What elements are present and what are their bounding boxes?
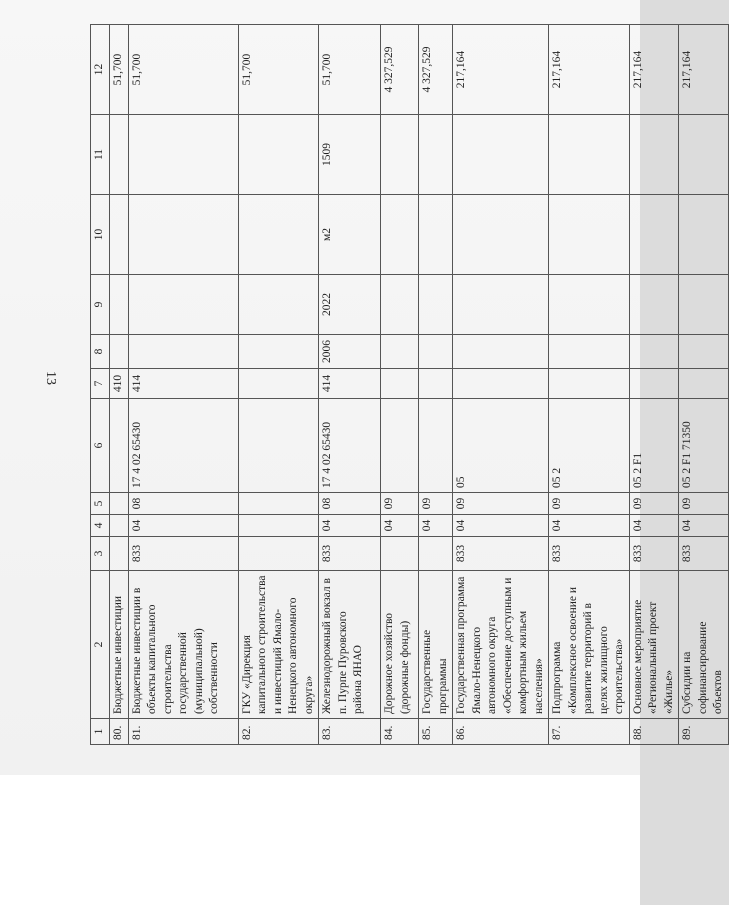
cell-c9 xyxy=(381,275,419,335)
row-name: Государственные программы xyxy=(419,571,453,719)
cell-c4 xyxy=(238,515,319,537)
table-row xyxy=(381,25,419,745)
row-name: Основное мероприятие «Региональный проект «Жилье» xyxy=(629,571,679,719)
cell-c12: 4 327,529 xyxy=(381,25,419,115)
cell-c10 xyxy=(110,195,129,275)
table-row xyxy=(419,25,453,745)
cell-c10 xyxy=(128,195,238,275)
row-name: ГКУ «Дирекция капитального строительства и инвестиций Ямало-Ненецкого автономного округа» xyxy=(238,571,319,719)
header-cell: 4 xyxy=(91,515,110,537)
table-row xyxy=(629,25,679,745)
header-cell: 12 xyxy=(91,25,110,115)
cell-c4: 04 xyxy=(679,515,729,537)
row-name: Железнодорожный вокзал в п. Пурпе Пуровского района ЯНАО xyxy=(319,571,381,719)
row-number: 80. xyxy=(110,719,129,745)
row-number: 84. xyxy=(381,719,419,745)
cell-c10 xyxy=(419,195,453,275)
cell-c4: 04 xyxy=(128,515,238,537)
cell-c7 xyxy=(453,369,549,399)
cell-c10 xyxy=(238,195,319,275)
cell-c11 xyxy=(419,115,453,195)
cell-c7 xyxy=(238,369,319,399)
cell-c9 xyxy=(549,275,630,335)
cell-c5: 09 xyxy=(549,493,630,515)
page-number: 13 xyxy=(43,371,58,385)
cell-c10 xyxy=(629,195,679,275)
cell-c6: 05 2 F1 71350 xyxy=(679,399,729,493)
cell-c9 xyxy=(679,275,729,335)
cell-c9 xyxy=(128,275,238,335)
cell-c5: 09 xyxy=(381,493,419,515)
cell-c7 xyxy=(549,369,630,399)
cell-c3 xyxy=(419,537,453,571)
cell-c12: 51,700 xyxy=(238,25,319,115)
cell-c5: 09 xyxy=(419,493,453,515)
cell-c9 xyxy=(238,275,319,335)
cell-c3 xyxy=(238,537,319,571)
cell-c7 xyxy=(419,369,453,399)
cell-c6: 17 4 02 65430 xyxy=(319,399,381,493)
cell-c12: 4 327,529 xyxy=(419,25,453,115)
cell-c6 xyxy=(110,399,129,493)
cell-c5: 09 xyxy=(453,493,549,515)
cell-c5: 09 xyxy=(679,493,729,515)
header-cell: 7 xyxy=(91,369,110,399)
cell-c11 xyxy=(381,115,419,195)
table-body xyxy=(110,25,729,745)
row-name: Бюджетные инвестиции xyxy=(110,571,129,719)
header-row xyxy=(91,25,110,745)
budget-table xyxy=(90,24,729,745)
row-number: 81. xyxy=(128,719,238,745)
cell-c11: 1509 xyxy=(319,115,381,195)
cell-c9 xyxy=(629,275,679,335)
cell-c8 xyxy=(419,335,453,369)
cell-c10 xyxy=(453,195,549,275)
cell-c11 xyxy=(629,115,679,195)
table-row xyxy=(110,25,129,745)
header-cell: 6 xyxy=(91,399,110,493)
cell-c3: 833 xyxy=(319,537,381,571)
table-row xyxy=(319,25,381,745)
row-number: 87. xyxy=(549,719,630,745)
cell-c5 xyxy=(238,493,319,515)
cell-c8 xyxy=(453,335,549,369)
row-number: 82. xyxy=(238,719,319,745)
cell-c11 xyxy=(453,115,549,195)
cell-c10 xyxy=(549,195,630,275)
table-row xyxy=(128,25,238,745)
cell-c11 xyxy=(679,115,729,195)
cell-c11 xyxy=(549,115,630,195)
row-name: Бюджетные инвестиции в объекты капитального строительства государственной (муниципальной) собственности xyxy=(128,571,238,719)
cell-c6 xyxy=(238,399,319,493)
cell-c9 xyxy=(453,275,549,335)
cell-c7 xyxy=(629,369,679,399)
cell-c8 xyxy=(128,335,238,369)
row-name: Субсидии на софинансирование объектов xyxy=(679,571,729,719)
table-row xyxy=(549,25,630,745)
cell-c7: 414 xyxy=(128,369,238,399)
cell-c12: 217,164 xyxy=(629,25,679,115)
table-row xyxy=(453,25,549,745)
cell-c10: м2 xyxy=(319,195,381,275)
rotated-table-container xyxy=(90,25,725,745)
header-cell: 1 xyxy=(91,719,110,745)
cell-c5: 08 xyxy=(128,493,238,515)
cell-c8 xyxy=(110,335,129,369)
cell-c12: 51,700 xyxy=(128,25,238,115)
table-row xyxy=(238,25,319,745)
cell-c4: 04 xyxy=(453,515,549,537)
cell-c7 xyxy=(381,369,419,399)
cell-c8 xyxy=(679,335,729,369)
header-cell: 5 xyxy=(91,493,110,515)
cell-c5: 09 xyxy=(629,493,679,515)
cell-c8 xyxy=(238,335,319,369)
row-number: 88. xyxy=(629,719,679,745)
cell-c4 xyxy=(110,515,129,537)
cell-c9: 2022 xyxy=(319,275,381,335)
cell-c8 xyxy=(381,335,419,369)
cell-c3: 833 xyxy=(679,537,729,571)
row-name: Подпрограмма «Комплексное освоение и развитие территорий в целях жилищного строительства» xyxy=(549,571,630,719)
header-cell: 9 xyxy=(91,275,110,335)
table-row xyxy=(679,25,729,745)
cell-c7: 410 xyxy=(110,369,129,399)
cell-c3: 833 xyxy=(549,537,630,571)
cell-c9 xyxy=(110,275,129,335)
cell-c12: 217,164 xyxy=(549,25,630,115)
cell-c12: 51,700 xyxy=(319,25,381,115)
header-cell: 8 xyxy=(91,335,110,369)
header-cell: 10 xyxy=(91,195,110,275)
cell-c10 xyxy=(381,195,419,275)
cell-c3: 833 xyxy=(128,537,238,571)
row-number: 83. xyxy=(319,719,381,745)
cell-c4: 04 xyxy=(549,515,630,537)
cell-c6: 05 2 F1 xyxy=(629,399,679,493)
cell-c3 xyxy=(110,537,129,571)
cell-c4: 04 xyxy=(319,515,381,537)
row-number: 89. xyxy=(679,719,729,745)
cell-c6: 05 xyxy=(453,399,549,493)
cell-c8 xyxy=(629,335,679,369)
cell-c11 xyxy=(128,115,238,195)
cell-c11 xyxy=(238,115,319,195)
header-cell: 3 xyxy=(91,537,110,571)
cell-c8: 2006 xyxy=(319,335,381,369)
row-number: 85. xyxy=(419,719,453,745)
cell-c12: 217,164 xyxy=(679,25,729,115)
cell-c4: 04 xyxy=(629,515,679,537)
cell-c11 xyxy=(110,115,129,195)
cell-c5: 08 xyxy=(319,493,381,515)
row-name: Дорожное хозяйство (дорожные фонды) xyxy=(381,571,419,719)
cell-c3: 833 xyxy=(629,537,679,571)
cell-c12: 217,164 xyxy=(453,25,549,115)
cell-c3: 833 xyxy=(453,537,549,571)
cell-c6 xyxy=(419,399,453,493)
cell-c10 xyxy=(679,195,729,275)
cell-c8 xyxy=(549,335,630,369)
cell-c6 xyxy=(381,399,419,493)
cell-c6: 17 4 02 65430 xyxy=(128,399,238,493)
cell-c3 xyxy=(381,537,419,571)
cell-c6: 05 2 xyxy=(549,399,630,493)
cell-c4: 04 xyxy=(381,515,419,537)
row-number: 86. xyxy=(453,719,549,745)
cell-c7 xyxy=(679,369,729,399)
cell-c9 xyxy=(419,275,453,335)
cell-c12: 51,700 xyxy=(110,25,129,115)
header-cell: 11 xyxy=(91,115,110,195)
cell-c5 xyxy=(110,493,129,515)
cell-c4: 04 xyxy=(419,515,453,537)
cell-c7: 414 xyxy=(319,369,381,399)
header-cell: 2 xyxy=(91,571,110,719)
row-name: Государственная программа Ямало-Ненецкого автономного округа «Обеспечение доступным и комфортным жильем населения» xyxy=(453,571,549,719)
